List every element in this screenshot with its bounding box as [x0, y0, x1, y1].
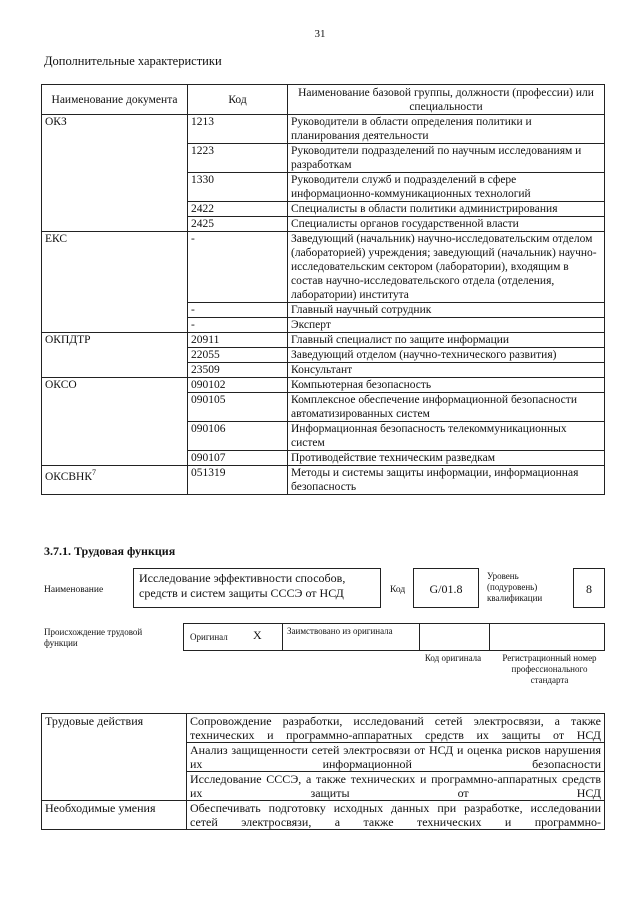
code-cell: -	[188, 303, 288, 318]
doc-name: ОКПДТР	[45, 334, 91, 346]
table-row	[42, 466, 605, 495]
name-cell: Информационная безопасность телекоммуникационных систем	[288, 422, 605, 451]
code-cell: 20911	[188, 333, 288, 348]
name-cell: Противодействие техническим разведкам	[288, 451, 605, 466]
code-cell: -	[188, 232, 288, 303]
doc-name: ЕКС	[45, 233, 68, 245]
code-cell: -	[188, 318, 288, 333]
header-doc: Наименование документа	[42, 85, 188, 115]
code-cell: 051319	[188, 466, 288, 495]
original-mark: X	[253, 628, 262, 642]
doc-name: ОКЗ	[45, 116, 67, 128]
action-group-label: Необходимые умения	[42, 801, 187, 830]
doc-cell	[42, 378, 188, 466]
table-row	[42, 115, 605, 144]
actions-table	[41, 713, 605, 830]
name-label: Наименование	[44, 585, 104, 595]
code-cell: 22055	[188, 348, 288, 363]
name-cell: Главный специалист по защите информации	[288, 333, 605, 348]
name-cell: Руководители подразделений по научным исследованиям и разработкам	[288, 144, 605, 173]
name-cell: Руководители в области определения политики и планирования деятельности	[288, 115, 605, 144]
code-cell: 090105	[188, 393, 288, 422]
code-original-label: Код оригинала	[424, 653, 482, 663]
action-item: Обеспечивать подготовку исходных данных при разработке, исследовании сетей электросвязи, а также технических и программно-	[187, 801, 605, 830]
name-cell: Заведующий отделом (научно-технического развития)	[288, 348, 605, 363]
action-item: Исследование СССЭ, а также технических и программно-аппаратных средств их защиты от НСД	[187, 772, 605, 801]
code-cell: 090102	[188, 378, 288, 393]
extra-characteristics-table	[41, 84, 605, 495]
table-row	[42, 232, 605, 303]
action-item: Анализ защищенности сетей электросвязи от НСД и оценка рисков нарушения их информационной безопасности	[187, 743, 605, 772]
name-cell: Комплексное обеспечение информационной безопасности автоматизированных систем	[288, 393, 605, 422]
name-cell: Специалисты органов государственной власти	[288, 217, 605, 232]
origin-divider-3	[489, 623, 490, 651]
level-label: Уровень (подуровень) квалификации	[487, 571, 543, 603]
name-cell: Руководители служб и подразделений в сфере информационно-коммуникационных технологий	[288, 173, 605, 202]
borrowed-label: Заимствовано из оригинала	[287, 626, 393, 636]
name-cell: Специалисты в области политики администрирования	[288, 202, 605, 217]
header-name: Наименование базовой группы, должности (профессии) или специальности	[288, 85, 605, 115]
doc-cell	[42, 232, 188, 333]
code-cell: 090106	[188, 422, 288, 451]
action-item: Сопровождение разработки, исследований сетей электросвязи, а также технических и программно-аппаратных средств их защиты от НСД	[187, 714, 605, 743]
code-label: Код	[390, 585, 406, 595]
code-cell: 2422	[188, 202, 288, 217]
code-cell: 2425	[188, 217, 288, 232]
name-cell: Компьютерная безопасность	[288, 378, 605, 393]
level-value: 8	[573, 568, 605, 608]
doc-cell	[42, 466, 188, 495]
header-code: Код	[188, 85, 288, 115]
name-cell: Эксперт	[288, 318, 605, 333]
doc-cell	[42, 333, 188, 378]
code-cell: 23509	[188, 363, 288, 378]
table-row	[42, 714, 605, 743]
table-row	[42, 378, 605, 393]
function-name: Исследование эффективности способов, средств и систем защиты СССЭ от НСД	[133, 568, 381, 608]
doc-name: ОКСВНК	[45, 470, 93, 483]
name-cell: Методы и системы защиты информации, информационная безопасность	[288, 466, 605, 495]
page-number: 31	[314, 28, 326, 40]
action-group-label: Трудовые действия	[42, 714, 187, 801]
doc-name: ОКСО	[45, 379, 77, 391]
code-cell: 1223	[188, 144, 288, 173]
doc-cell	[42, 115, 188, 232]
origin-divider-2	[419, 623, 420, 651]
name-cell: Заведующий (начальник) научно-исследовательским отделом (лабораторией) учреждения; заведующий (начальник) научно-исследовательским сектором (лаборатории), входящим в состав научно-исследовательского отдела (отделения, лаборатории) института	[288, 232, 605, 303]
function-title: 3.7.1. Трудовая функция	[44, 544, 176, 558]
origin-divider-1	[282, 623, 283, 651]
origin-label: Происхождение трудовой функции	[44, 627, 143, 648]
code-cell: 1213	[188, 115, 288, 144]
name-cell: Консультант	[288, 363, 605, 378]
section-heading: Дополнительные характеристики	[44, 54, 222, 68]
name-cell: Главный научный сотрудник	[288, 303, 605, 318]
code-cell: 090107	[188, 451, 288, 466]
code-cell: 1330	[188, 173, 288, 202]
original-label: Оригинал	[190, 632, 228, 642]
table-row	[42, 333, 605, 348]
reg-number-label: Регистрационный номер профессионального стандарта	[502, 653, 597, 685]
function-code: G/01.8	[413, 568, 479, 608]
table-row	[42, 801, 605, 830]
footnote-mark: 7	[92, 468, 97, 477]
